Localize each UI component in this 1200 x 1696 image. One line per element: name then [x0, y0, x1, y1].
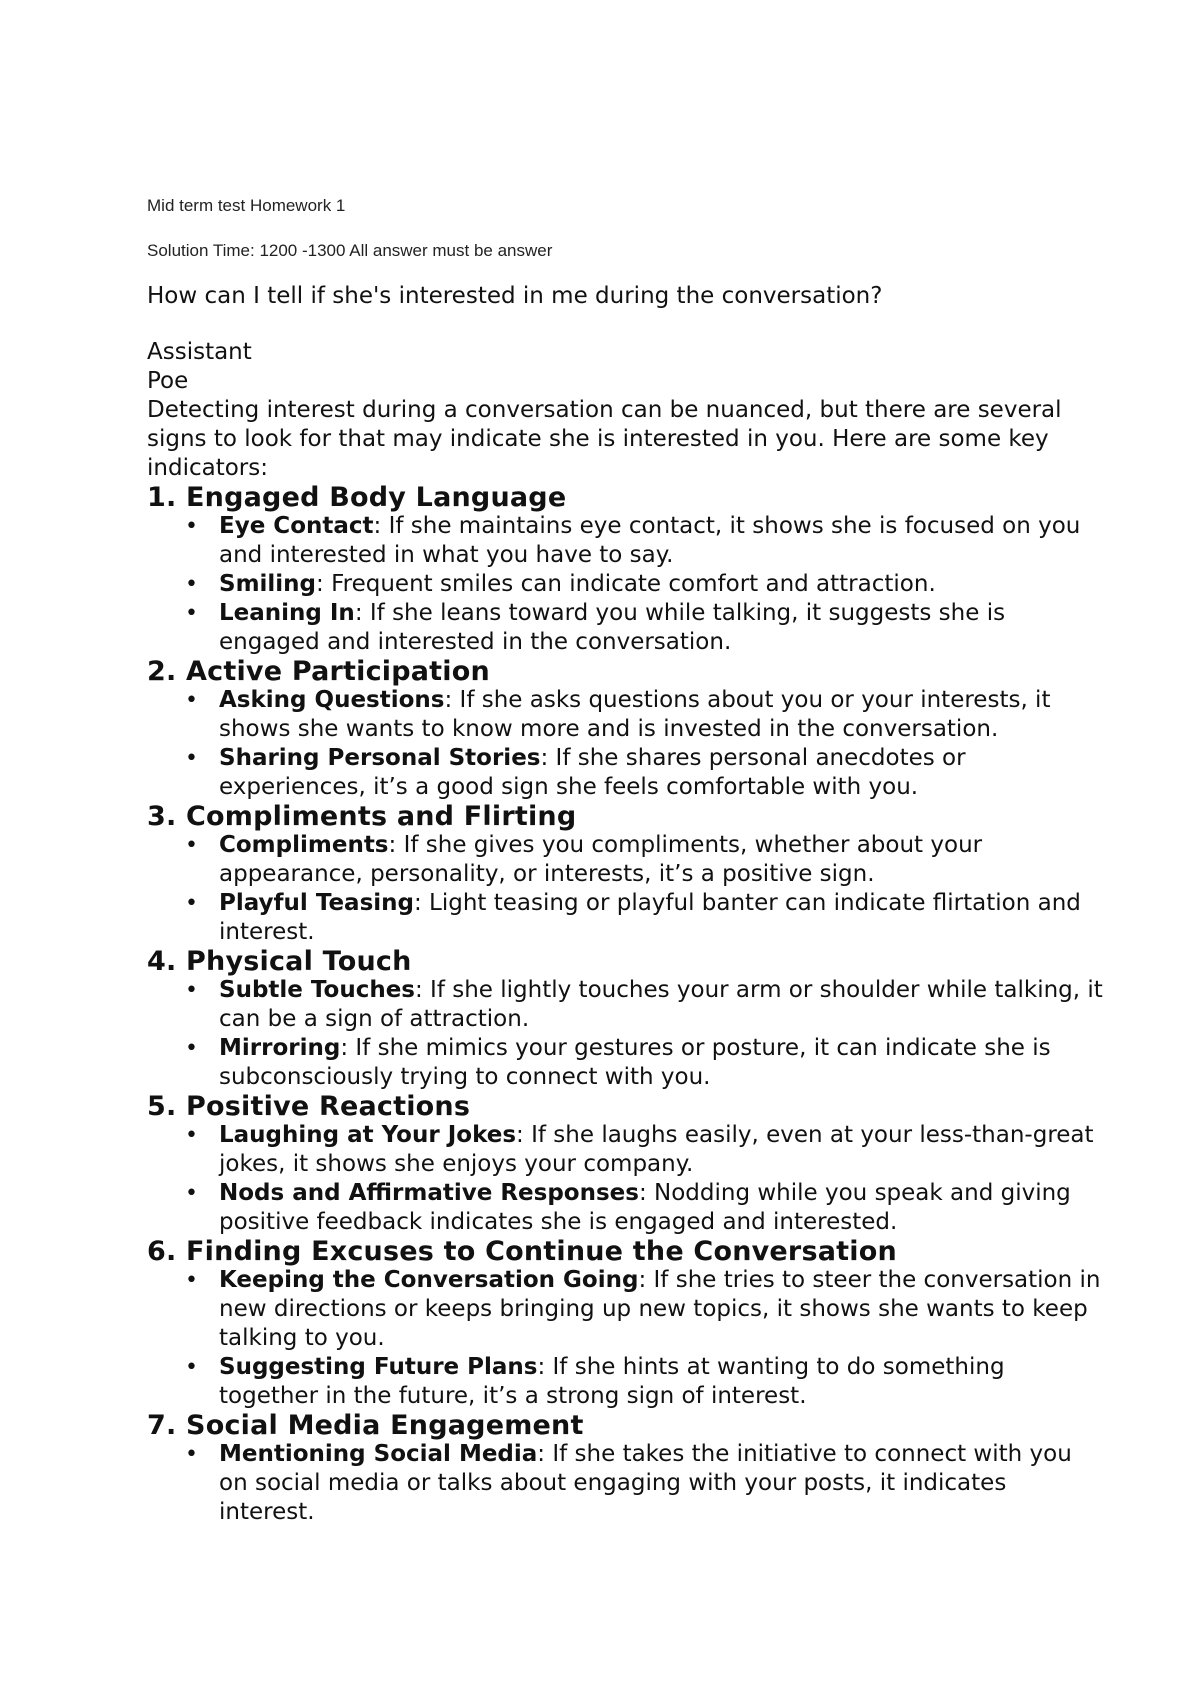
document-subtitle: Solution Time: 1200 -1300 All answer must be answer — [147, 241, 553, 260]
question-text: How can I tell if she's interested in me during the conversation? — [147, 283, 883, 309]
item-term: Asking Questions — [219, 687, 445, 713]
item-term: Smiling — [219, 571, 317, 597]
section-heading: 5. Positive Reactions — [147, 1091, 471, 1122]
bullet-list — [147, 1266, 1107, 1411]
item-term: Leaning In — [219, 600, 355, 626]
section — [147, 1411, 1107, 1527]
list-item — [219, 1266, 1107, 1353]
item-text: : Frequent smiles can indicate comfort and attraction. — [316, 571, 936, 597]
item-term: Laughing at Your Jokes — [219, 1122, 517, 1148]
bullet-list — [147, 1121, 1107, 1237]
bullet-list — [147, 512, 1107, 657]
item-term: Mirroring — [219, 1035, 341, 1061]
list-item — [219, 1179, 1107, 1237]
item-term: Suggesting Future Plans — [219, 1354, 538, 1380]
bullet-list — [147, 686, 1107, 802]
document-title: Mid term test Homework 1 — [147, 196, 346, 215]
list-item — [219, 1440, 1107, 1527]
role-label: Assistant — [147, 339, 252, 365]
item-text: : If she mimics your gestures or posture, it can indicate she is subconsciously trying to connect with you. — [219, 1035, 1051, 1090]
item-text: : If she shares personal anecdotes or experiences, it’s a good sign she feels comfortable with you. — [219, 745, 966, 800]
sections-list — [147, 483, 1107, 1527]
bullet-list — [147, 831, 1107, 947]
item-text: : Nodding while you speak and giving positive feedback indicates she is engaged and interested. — [219, 1180, 1071, 1235]
item-text: : If she gives you compliments, whether about your appearance, personality, or interests, it’s a positive sign. — [219, 832, 983, 887]
item-term: Playful Teasing — [219, 890, 414, 916]
list-item — [219, 831, 1107, 889]
item-term: Subtle Touches — [219, 977, 415, 1003]
section — [147, 802, 1107, 947]
section — [147, 1092, 1107, 1237]
list-item — [219, 889, 1107, 947]
section-heading: 4. Physical Touch — [147, 946, 412, 977]
section-heading: 2. Active Participation — [147, 656, 490, 687]
list-item — [219, 1121, 1107, 1179]
item-term: Keeping the Conversation Going — [219, 1267, 639, 1293]
item-text: : If she maintains eye contact, it shows she is focused on you and interested in what you have to say. — [219, 513, 1081, 568]
section-heading: 3. Compliments and Flirting — [147, 801, 577, 832]
bot-name: Poe — [147, 368, 189, 394]
item-term: Nods and Affirmative Responses — [219, 1180, 639, 1206]
item-text: : If she leans toward you while talking, it suggests she is engaged and interested in the conversation. — [219, 600, 1006, 655]
item-text: : If she asks questions about you or your interests, it shows she wants to know more and is invested in the conversation. — [219, 687, 1051, 742]
item-term: Eye Contact — [219, 513, 374, 539]
item-text: : Light teasing or playful banter can indicate flirtation and interest. — [219, 890, 1081, 945]
section — [147, 947, 1107, 1092]
list-item — [219, 686, 1107, 744]
bullet-list — [147, 976, 1107, 1092]
item-term: Sharing Personal Stories — [219, 745, 541, 771]
item-term: Compliments — [219, 832, 389, 858]
list-item — [219, 976, 1107, 1034]
item-text: : If she tries to steer the conversation in new directions or keeps bringing up new topics, it shows she wants to keep talking to you. — [219, 1267, 1101, 1351]
list-item — [219, 570, 1107, 599]
list-item — [219, 599, 1107, 657]
section — [147, 483, 1107, 657]
list-item — [219, 512, 1107, 570]
item-text: : If she lightly touches your arm or shoulder while talking, it can be a sign of attraction. — [219, 977, 1103, 1032]
item-text: : If she takes the initiative to connect with you on social media or talks about engaging with your posts, it indicates interest. — [219, 1441, 1072, 1525]
intro-paragraph: Detecting interest during a conversation can be nuanced, but there are several signs to look for that may indicate she is interested in you. Here are some key indicators: — [147, 397, 1062, 481]
item-text: : If she laughs easily, even at your less-than-great jokes, it shows she enjoys your company. — [219, 1122, 1094, 1177]
list-item — [219, 1034, 1107, 1092]
item-text: : If she hints at wanting to do something together in the future, it’s a strong sign of interest. — [219, 1354, 1005, 1409]
section-heading: 7. Social Media Engagement — [147, 1410, 584, 1441]
section-heading: 6. Finding Excuses to Continue the Conversation — [147, 1236, 897, 1267]
document-body — [147, 282, 1107, 1527]
section-heading: 1. Engaged Body Language — [147, 482, 567, 513]
section — [147, 657, 1107, 802]
list-item — [219, 744, 1107, 802]
section — [147, 1237, 1107, 1411]
bullet-list — [147, 1440, 1107, 1527]
list-item — [219, 1353, 1107, 1411]
item-term: Mentioning Social Media — [219, 1441, 538, 1467]
